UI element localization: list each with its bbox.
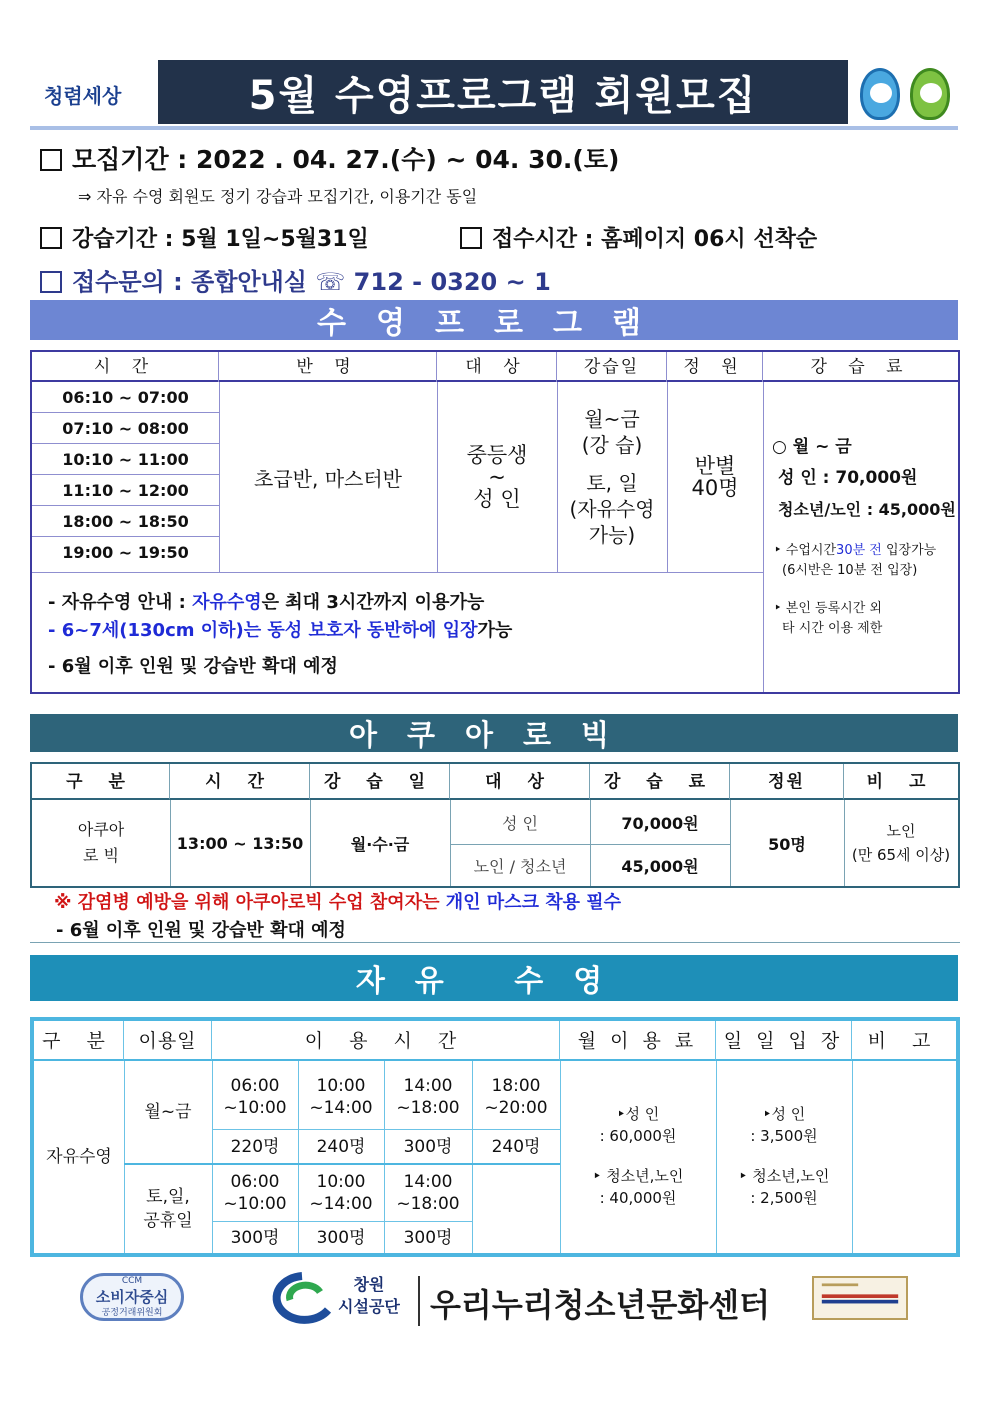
free-category: 자유수영: [46, 1147, 112, 1167]
weekday-slot: 14:00 ~18:00: [396, 1076, 460, 1118]
swim-fees: [772, 432, 956, 525]
certification-seal-icon: [812, 1276, 908, 1320]
reception-inquiry: 접수문의 : 종합안내실 ☏ 712 - 0320 ~ 1: [40, 262, 551, 297]
free-header-remark: 비 고: [852, 1021, 956, 1061]
checkbox-square-icon: [40, 149, 62, 171]
time-slot: 10:10 ~ 11:00: [32, 444, 219, 475]
aqua-expansion-notice: - 6월 이후 인원 및 강습반 확대 예정: [56, 920, 346, 941]
checkbox-square-icon: [40, 271, 62, 293]
swim-table-header: [32, 352, 958, 382]
child-notice: - 6~7세(130cm 이하)는 동성 보호자 동반하에 입장가능: [48, 620, 513, 641]
header-days: 강습일: [557, 352, 667, 382]
weekday-cap: 240명: [316, 1136, 366, 1157]
aqua-title: 아쿠아로빅: [30, 714, 958, 752]
mascot-blue-icon: [860, 68, 900, 120]
capacity: 반별 40명: [691, 454, 739, 500]
free-monthly-fee: ‣성 인 : 60,000원 ‣ 청소년,노인 : 40,000원: [592, 1105, 684, 1207]
page-header: [30, 58, 958, 130]
aqua-remark: 노인 (만 65세 이상): [851, 822, 951, 864]
free-header-day: 이용일: [124, 1021, 212, 1061]
expansion-notice: - 6월 이후 인원 및 강습반 확대 예정: [48, 656, 338, 677]
weekday-cap: 240명: [491, 1136, 541, 1157]
free-swim-title: 자유 수영: [30, 955, 958, 1001]
header-capacity: 정 원: [667, 352, 763, 382]
aqua-header-remark: 비 고: [844, 764, 958, 800]
fee-note-entry-sub: (6시반은 10분 전 입장): [782, 563, 918, 578]
aqua-header-target: 대 상: [450, 764, 590, 800]
checkbox-square-icon: [460, 227, 482, 249]
fee-note-restrict: ‣ 본인 등록시간 외: [774, 601, 882, 616]
aqua-target-senior: 노인 / 청소년: [473, 856, 567, 876]
aqua-time: 13:00 ~ 13:50: [176, 833, 304, 853]
recruit-period-note: ⇒ 자유 수영 회원도 정기 강습과 모집기간, 이용기간 동일: [78, 187, 478, 206]
header-divider: [30, 126, 958, 130]
aqua-header-capacity: 정원: [730, 764, 844, 800]
youth-center-name: 우리누리청소년문화센터: [430, 1286, 771, 1324]
free-weekday: 월~금: [144, 1102, 192, 1122]
checkbox-square-icon: [40, 227, 62, 249]
time-slot: 07:10 ~ 08:00: [32, 413, 219, 444]
ccm-logo: CCM 소비자중심 공정거래위원회: [80, 1273, 184, 1321]
free-weekend: 토,일, 공휴일: [143, 1187, 193, 1231]
aqua-target-adult: 성 인: [502, 813, 538, 833]
integrity-logo-text: 청렴세상: [44, 83, 122, 108]
aqua-category: 아쿠아 로 빅: [77, 820, 125, 865]
weekend-slot: 06:00 ~10:00: [223, 1172, 287, 1214]
page-title: 5월 수영프로그램 회원모집: [158, 60, 848, 124]
fee-note-entry: ‣ 수업시간30분 전 입장가능: [774, 543, 937, 558]
mascot-images: [856, 64, 956, 122]
weekday-slot: 18:00 ~20:00: [484, 1076, 548, 1118]
mascot-green-icon: [910, 68, 950, 120]
time-slot: 19:00 ~ 19:50: [62, 543, 189, 562]
header-time: 시 간: [32, 352, 219, 382]
time-slot: 11:10 ~ 12:00: [32, 475, 219, 506]
weekend-cap: 300명: [316, 1227, 366, 1248]
fee-note-restrict-sub: 타 시간 이용 제한: [782, 621, 883, 636]
weekend-cap: 300명: [403, 1227, 453, 1248]
free-swim-table: [30, 1017, 960, 1257]
aqua-header-days: 강 습 일: [310, 764, 450, 800]
swim-program-title: 수영프로그램: [30, 300, 958, 340]
fee-youth: 청소년/노인 : 45,000원: [778, 500, 956, 519]
time-slot: 18:00 ~ 18:50: [32, 506, 219, 537]
aqua-capacity: 50명: [768, 834, 806, 854]
integrity-logo: [44, 66, 144, 122]
weekend-cap: 300명: [230, 1227, 280, 1248]
free-header-monthly: 월 이 용 료: [560, 1021, 716, 1061]
fee-adult: 성 인 : 70,000원: [778, 468, 918, 488]
header-class: 반 명: [219, 352, 437, 382]
mask-notice: ※ 감염병 예방을 위해 아쿠아로빅 수업 참여자는 개인 마스크 착용 필수: [54, 892, 622, 913]
free-header-time: 이 용 시 간: [212, 1021, 560, 1061]
aqua-fee-adult: 70,000원: [621, 813, 699, 833]
aqua-header-fee: 강 습 료: [590, 764, 730, 800]
aqua-days: 월·수·금: [350, 834, 410, 854]
aqua-table: [30, 762, 960, 888]
free-header-category: 구 분: [34, 1021, 124, 1061]
weekday-cap: 300명: [403, 1136, 453, 1157]
lesson-period: 강습기간 : 5월 1일~5월31일: [40, 222, 369, 253]
lesson-days: 월~금 (강 습) 토, 일 (자유수영 가능): [569, 407, 655, 547]
aqua-header-time: 시 간: [170, 764, 310, 800]
recruit-period: 모집기간 : 2022 . 04. 27.(수) ~ 04. 30.(토): [40, 140, 619, 176]
free-header-daily: 일 일 입 장: [716, 1021, 852, 1061]
free-swim-notice: - 자유수영 안내 : 자유수영은 최대 3시간까지 이용가능: [48, 592, 485, 613]
header-target: 대 상: [437, 352, 557, 382]
free-daily-fee: ‣성 인 : 3,500원 ‣ 청소년,노인 : 2,500원: [738, 1105, 830, 1207]
weekday-slot: 10:00 ~14:00: [309, 1076, 373, 1118]
weekend-slot: 10:00 ~14:00: [309, 1172, 373, 1214]
weekend-slot: 14:00 ~18:00: [396, 1172, 460, 1214]
aqua-header-category: 구 분: [32, 764, 170, 800]
weekday-slot: 06:00 ~10:00: [223, 1076, 287, 1118]
header-fee: 강 습 료: [810, 357, 911, 377]
changwon-facility-name: 창원 시설공단: [338, 1275, 400, 1316]
swim-program-table: [30, 350, 960, 694]
class-name: 초급반, 마스터반: [254, 466, 402, 491]
fee-title: ○ 월 ~ 금: [772, 437, 852, 457]
changwon-facility-logo-icon: [262, 1270, 342, 1328]
aqua-fee-senior: 45,000원: [621, 856, 699, 876]
target-group: 중등생 ~ 성 인: [466, 443, 528, 511]
reception-time: 접수시간 : 홈페이지 06시 선착순: [460, 222, 817, 253]
weekday-cap: 220명: [230, 1136, 280, 1157]
time-slot: 06:10 ~ 07:00: [32, 382, 219, 413]
